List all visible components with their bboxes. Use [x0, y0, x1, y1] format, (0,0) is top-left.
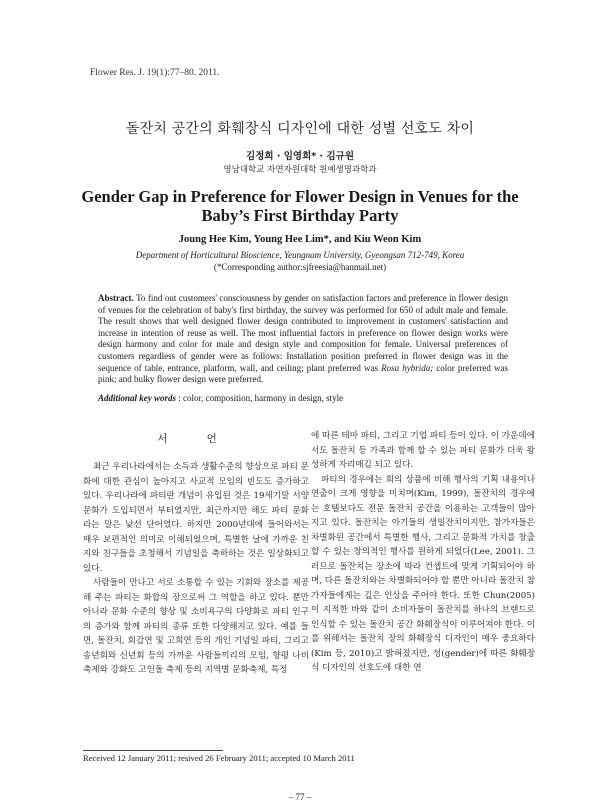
- key-words-text: : color, composition, harmony in design, style: [176, 393, 344, 403]
- corresponding-author: (*Corresponding author:sjfreesia@hanmail.net): [213, 262, 387, 272]
- key-words-label: Additional key words: [98, 393, 177, 403]
- footnote-rule: [83, 750, 223, 751]
- english-authors: Joung Hee Kim, Young Hee Lim*, and Kiu Weon Kim: [178, 234, 422, 245]
- korean-title: 돌잔치 공간의 화훼장식 디자인에 대한 성별 선호도 차이: [125, 121, 475, 137]
- received-dates: Received 12 January 2011; resived 26 February 2011; accepted 10 March 2011: [83, 753, 355, 763]
- english-affiliation: Department of Horticultural Bioscience, Yeungnam University, Gyeongsan 712-749, Korea: [135, 250, 465, 260]
- key-words: [98, 393, 508, 403]
- korean-affiliation: 영남대학교 자연자원대학 원예생명과학과: [223, 165, 377, 175]
- right-column: [311, 429, 535, 676]
- abstract-text-end: color preferred was pink; and bulky flower design were preferred.: [98, 362, 508, 385]
- abstract-species: Rosa hybrida;: [381, 362, 434, 373]
- english-affiliation-block: [0, 249, 600, 273]
- left-paragraph-2: 사람들이 만나고 서로 소통할 수 있는 기회와 장소를 제공해 주는 파티는 화합의 장으로써 그 역할을 하고 있다. 뿐만 아니라 문화 수준의 향상 및 소비욕구의 다양화로 파티 인구의 증가와 함께 파티의 종류 또한 다양해지고 있다. 예를 들면, 돌잔치, 회갑연 및 고희연 등의 개인 기념일 파티, 그리고 송년회와 신년회 등의 가까운 사람들끼리의 모임, 향평 나비 축제와 강화도 고인돌 축제 등의 지역별 문화축제, 특정: [83, 578, 309, 675]
- left-paragraph-1: 최근 우리나라에서는 소득과 생활수준의 향상으로 파티 문화에 대한 관심이 높아지고 사교적 모임의 빈도도 증가하고 있다. 우리나라에 파티란 개념이 유입된 것은 19세기말 서양 문화가 도입되면서 부터였지만, 최근까지만 해도 파티 문화라는 말은 낯선 단어였다. 하지만 2000년대에 들어와서는 매우 보편적인 의미로 이해되었으며, 특별한 날에 가까운 친지와 친구들을 초청해서 기념일을 축하하는 것은 일상화되고 있다.: [83, 462, 309, 574]
- left-column: [83, 460, 309, 678]
- right-paragraph-1: 에 따른 테마 파티, 그리고 기업 파티 등이 있다. 이 가운데에서도 돌잔치 등 가족과 함께 할 수 있는 파티 문화가 더욱 왕성하게 자리매김 되고 있다.: [311, 431, 535, 470]
- right-paragraph-2: 파티의 경우에는 회의 상품에 비해 행사의 기획 내용이나 연출이 크게 영향을 미치며(Kim, 1999), 돌잔치의 경우에는 호텔보다도 전문 돌잔치 공간을 이용하는 고객들이 많아지고 있다. 돌잔치는 아기들의 생일잔치이지만, 참가자들은 차별화된 공간에서 특별한 행사, 그리고 문화적 가치를 창출할 수 있는 창의적인 행사를 원하게 되었다(Lee, 2001). 그러므로 돌잔치는 장소에 따라 컨셉트에 맞게 기획되어야 하며, 다른 돌잔치와는 차별화되어야 할 뿐만 아니라 돌잔치 참가자들에게는 깊은 인상을 주어야 한다. 또한 Chun(2005)이 지적한 바와 같이 소비자들이 돌잔치를 하나의 브랜드로 인식할 수 있는 돌잔치 공간 화훼장식이 이루어져야 한다. 이를 위해서는 돌잔치 장의 화훼장식 디자인이 매우 중요하다(Kim 등, 2010)고 밝혀졌지만, 성(gender)에 따른 화훼장식 디자인의 선호도에 대한 연: [311, 474, 535, 673]
- abstract-text: To find out customers' consciousness by gender on satisfaction factors and preference in flower design of venues for the celebration of baby's first birthday, the survey was performed for 650 of adult male and female. The result shows that well designed flower design contributed to improvement in customers' satisfaction and increase in intention of reuse as well. The most influential factors in preference on flower design works were design harmony and color for male and design style and composition for female. Universal preferences of customers regardless of gender were as follows: Installation position preferred in flower design was in the sequence of table, entrance, platform, wall, and ceiling; plant preferred was: [98, 293, 508, 373]
- section-heading-introduction: 서 언: [157, 433, 235, 445]
- abstract: [98, 293, 508, 386]
- journal-reference: Flower Res. J. 19(1):77–80. 2011.: [90, 68, 220, 78]
- korean-authors: 김정희 · 임영희* · 김규원: [245, 151, 354, 162]
- english-title: Gender Gap in Preference for Flower Design in Venues for the Baby’s First Birthday Party: [81, 187, 519, 225]
- page-number: – 77 –: [288, 792, 312, 802]
- abstract-label: Abstract.: [98, 293, 134, 303]
